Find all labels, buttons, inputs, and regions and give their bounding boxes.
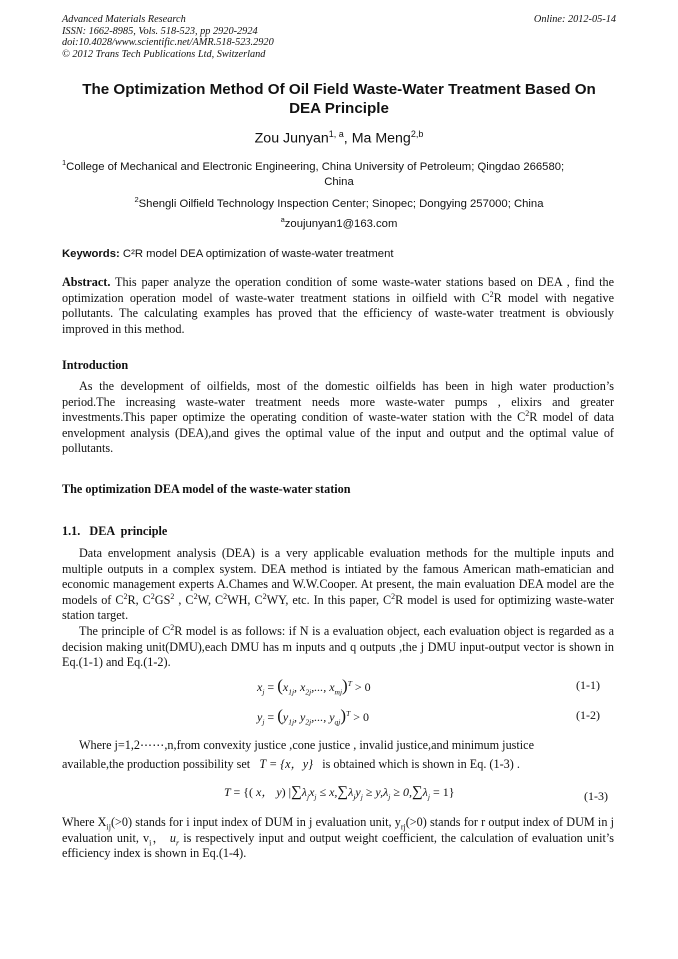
author-1-sup: 1, a: [328, 129, 344, 139]
keywords: [62, 248, 616, 260]
dea-text-1f: WH, C: [227, 592, 263, 607]
doi-line: doi:10.4028/www.scientific.net/AMR.518-523.2920: [62, 37, 274, 49]
dea-text-2b: R model is as follows: if N is a evaluation object, each evaluation object is regarded as a decision making unit(DMU),each DMU has m inputs and q outputs ,the j DMU input-output vector is shown in Eq.(1-1) and Eq.(1-2).: [62, 624, 615, 670]
email-address: zoujunyan1@163.com: [284, 217, 398, 230]
subsection-heading: 1.1. DEA principle: [62, 524, 168, 538]
affiliation-1: [62, 155, 616, 190]
author-line: [62, 129, 616, 147]
online-date: Online: 2012-05-14: [533, 14, 616, 25]
dea-text-1e: W, C: [197, 592, 224, 607]
journal-header: [62, 14, 616, 60]
dea-text-1d: , C: [174, 592, 194, 607]
author-2: Ma Meng: [351, 130, 411, 147]
equation-1-3-number: (1-3): [584, 789, 608, 803]
equation-1-3: T = {( x， y) $|\sum\lambda_jx_j \le x,\sum\lambda_jy_j \ge y,\lambda_j \ge 0,\sum\lambda_j = 1$}: [224, 784, 455, 802]
production-set-text-b: is obtained which is shown in Eq. (1-3) .: [322, 757, 520, 771]
issn-line: ISSN: 1662-8985, Vols. 518-523, pp 2920-2924: [62, 25, 258, 37]
paper-title: [62, 80, 616, 118]
equation-1-2-number: (1-2): [576, 708, 600, 722]
equation-1-1: $x_j = (x_{1j}$, $x_{2j}$,..., $x_{mj})^T > 0$: [257, 676, 371, 697]
dea-paragraph-2: The principle of $C^2R$ model is as follows: if N is a evaluation object, each evaluation object is regarded as a decision making unit(DMU),each DMU has m inputs and q outputs ,the j DMU input-output vector is shown in Eq.(1-1) and Eq.(1-2).: [62, 622, 615, 670]
dea-text-2a: The principle of C: [79, 624, 171, 638]
production-set-text-a: available,the production possibility set: [62, 757, 251, 771]
author-2-sup: 2,b: [410, 129, 424, 139]
affiliation-2-text: Shengli Oilfield Technology Inspection Center; Sinopec; Dongying 257000; China: [138, 197, 544, 210]
weight-text-2: (>0) stands for r output index of DUM in j evaluation unit, v: [62, 815, 614, 845]
introduction-paragraph: As the development of oilfields, most of the domestic oilfields has been in high water production’s period.The increasing waste-water treatment needs more waste-water pumps , elixirs and greater investments.This paper optimize the operating condition of waste-water station with the $C^2R$ model of data envelopment analysis (DEA),and gives the optimal value of the input and output and the optimal value of pollutants.: [62, 379, 614, 456]
equation-1-1-number: (1-1): [576, 678, 600, 692]
dea-text-1h: R model is used for optimizing waste-water station target.: [62, 592, 615, 623]
affiliation-1-sup: 1: [62, 158, 67, 167]
author-separator: ,: [343, 130, 352, 147]
journal-name: Advanced Materials Research: [62, 14, 186, 25]
keywords-text: C²R model DEA optimization of waste-water treatment: [119, 248, 394, 260]
production-set-paragraph: [62, 738, 614, 754]
weight-paragraph: Where $X_{ij}(>0)$ stands for i input index of DUM in j evaluation unit, $y_{rj}(>0)$ stands for r output index of DUM in j evaluation unit, $v_i$， $u_r$ is respectively input and output weight coefficient, the calculation of evaluation unit’s efficiency index is shown in Eq.(1-4).: [62, 815, 615, 861]
title-line-2: DEA Principle: [289, 100, 389, 117]
section-heading: The optimization DEA model of the waste-water station: [62, 482, 351, 496]
abstract-text-1: This paper analyze the operation condition of some waste-water stations based on DEA , find the optimization operation model of waste-water treatment stations in oilfield with C: [62, 275, 614, 305]
weight-text-3: is respectively input and output weight coefficient, the calculation of evaluation unit’s efficiency index is shown in Eq.(1-4).: [62, 830, 615, 861]
affiliation-1-line-1: College of Mechanical and Electronic Engineering, China University of Petroleum; Qingdao 266580;: [66, 160, 565, 173]
email-line: [62, 212, 616, 232]
keywords-label: Keywords:: [62, 248, 120, 260]
introduction-heading: Introduction: [62, 358, 129, 372]
abstract-label: Abstract.: [62, 275, 111, 289]
affiliation-2: [62, 192, 616, 212]
introduction-text-1: As the development of oilfields, most of the domestic oilfields has been in high water production’s period.The increasing waste-water treatment needs more waste-water pumps , elixirs and greater investments.This paper optimize the operating condition of waste-water station with the C: [62, 379, 614, 425]
dea-text-1: Data envelopment analysis (DEA) is a very applicable evaluation methods for the multiple inputs and multiple outputs in a complex system. DEA method is intiated by the famous American math-ematician and economic management experts A.Chames and W.W.Cooper. At present, the main evaluation DEA model are the models of C: [62, 546, 614, 607]
copyright-line: © 2012 Trans Tech Publications Ltd, Switzerland: [62, 48, 266, 60]
equation-1-2: $y_j = (y_{1j}$, $y_{2j}$,..., $y_{qj})^T > 0$: [257, 706, 370, 727]
affiliation-2-sup: 2: [134, 195, 139, 204]
email-sup: a: [280, 215, 285, 224]
introduction-text-2: R model of data envelopment analysis (DEA),and gives the optimal value of the input and output and the optimal value of pollutants.: [62, 410, 614, 456]
production-set-line-2: [62, 757, 614, 773]
dea-paragraph-1: Data envelopment analysis (DEA) is a very applicable evaluation methods for the multiple inputs and multiple outputs in a complex system. DEA method is intiated by the famous American math-ematician and economic management experts A.Chames and W.W.Cooper. At present, the main evaluation DEA model are the models of $C^2R$, $C^2GS^2$ , $C^2W$, $C^2WH$, $C^2WY$, etc. In this paper, $C^2R$ model is used for optimizing waste-water station target.: [62, 546, 615, 623]
weight-text-1: (>0) stands for i input index of DUM in j evaluation unit, y: [110, 815, 401, 829]
author-1: Zou Junyan: [254, 130, 329, 147]
set-T-inline: T = {x，y}: [259, 757, 314, 771]
production-set-line-1: Where j=1,2⋯⋯,n,from convexity justice ,cone justice , invalid justice,and minimum justice: [79, 738, 534, 752]
dea-text-1g: WY, etc. In this paper, C: [266, 592, 392, 607]
abstract: Abstract. This paper analyze the operation condition of some waste-water stations based on DEA , find the optimization operation model of waste-water treatment stations in oilfield with $C^2R$ model with negative pollutants. The calculating examples has proved that the efficiency of waste-water treatment is obviously improved in this method.: [62, 275, 614, 336]
dea-text-1b: R, C: [127, 592, 151, 607]
title-line-1: The Optimization Method Of Oil Field Waste-Water Treatment Based On: [82, 81, 596, 98]
dea-text-1c: GS: [154, 592, 171, 607]
affiliation-1-line-2: China: [324, 175, 354, 188]
abstract-text-2: R model with negative pollutants. The calculating examples has proved that the efficiency of waste-water treatment is obviously improved in this method.: [62, 290, 614, 336]
